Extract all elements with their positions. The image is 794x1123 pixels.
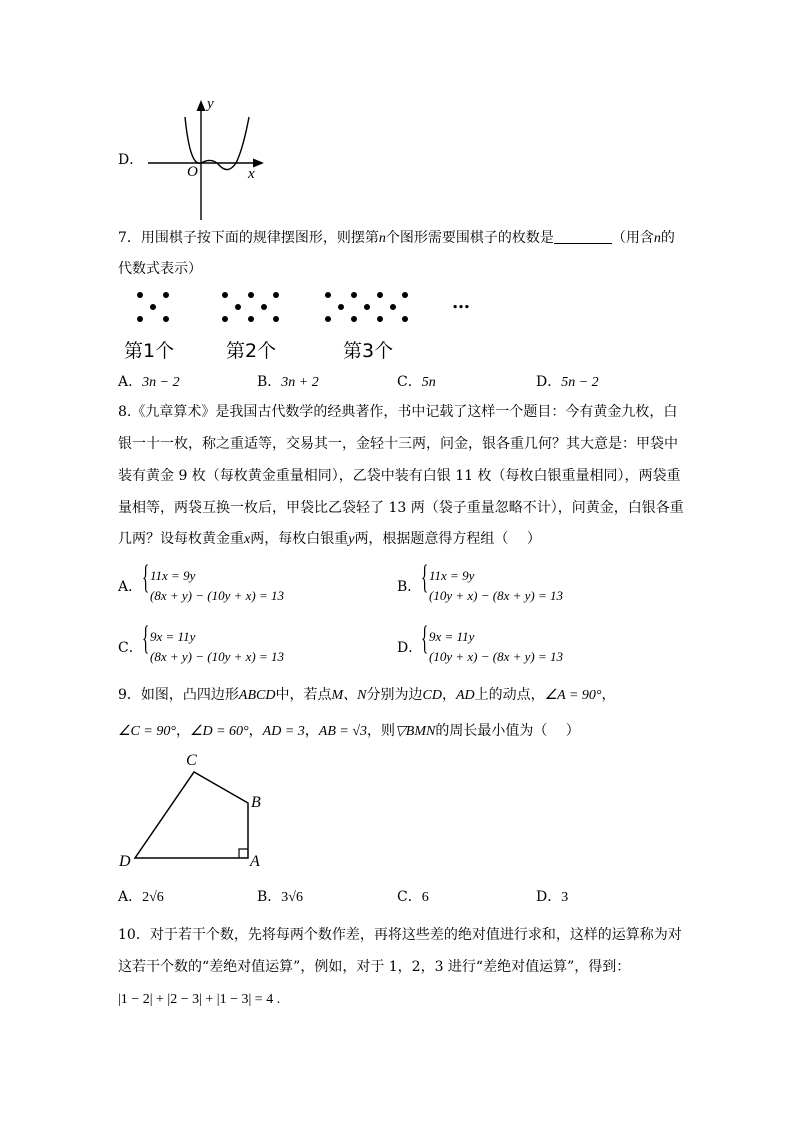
q9-text-e: ， [601,687,616,703]
q9-label-c: C [186,752,197,769]
q9-option-b-label: B． [257,889,282,905]
q9-quad: ABCD [238,688,276,703]
q8-stem-line1: 8.《九章算术》是我国古代数学的经典著作，书中记载了这样一个题目：今有黄金九枚，白 [118,404,678,420]
q7-option-d[interactable] [536,372,599,393]
q7-option-a[interactable] [118,372,180,393]
q9-angle-a: ∠A = 90° [544,688,602,703]
q9-text-f: ，则 [367,723,395,739]
parabola-curve [185,117,249,170]
q7-answer-blank[interactable] [554,229,612,244]
q8-option-d-eq1: 9x = 11y [429,629,475,644]
q7-ellipsis: … [452,292,470,313]
left-brace-icon: { [421,559,429,596]
q7-option-c[interactable] [397,372,436,393]
q7-caption-2: 第2个 [226,340,277,362]
q9-option-d[interactable] [536,887,568,908]
q8-option-d-label: D． [397,640,423,656]
q7-text-c: （用含 [611,230,654,246]
q7-option-b[interactable] [257,372,319,393]
q9-option-d-value: 3 [561,890,569,905]
q9-comma: ， [441,687,456,703]
q7-text-a: 7．用围棋子按下面的规律摆图形，则摆第 [118,230,379,246]
left-brace-icon: { [142,559,150,596]
q9-option-d-label: D． [536,889,562,905]
q8-stem-line3: 装有黄金 9 枚（每枚黄金重量相同），乙袋中装有白银 11 枚（每枚白银重量相同），两袋重 [118,468,681,484]
q8-option-a-eq1: 11x = 9y [150,568,196,583]
q9-sep1: ， [175,723,190,739]
q8-option-b-label: B． [397,579,422,595]
q10-formula: |1 − 2| + |2 − 3| + |1 − 3| = 4 . [118,992,281,1007]
q8-var-x: x [244,532,251,547]
q9-option-a-label: A． [118,889,143,905]
q9-side-ad: AD [455,688,475,703]
q7-option-d-value: 5n − 2 [561,375,599,390]
q9-triangle: ▽BMN [395,724,436,739]
q8-stem-line5 [118,529,541,550]
q9-side-cd: CD [422,688,442,703]
q8-option-c-eq2: (8x + y) − (10y + x) = 13 [150,649,284,664]
q10-stem-line1: 10．对于若干个数，先将每两个数作差，再将这些差的绝对值进行求和，这样的运算称为对 [118,927,682,943]
q7-option-c-label: C． [397,374,422,390]
q9-option-b-value: 3√6 [281,890,303,905]
q8-option-d-eq2: (10y + x) − (8x + y) = 13 [429,649,563,664]
q7-text-d: 的 [660,230,675,246]
q7-var-n1: n [378,231,386,246]
q8-option-b-eq2: (10y + x) − (8x + y) = 13 [429,588,563,603]
q8-text-a: 几两？设每枚黄金重 [118,531,244,547]
q9-option-a-value: 2√6 [142,890,164,905]
q9-angle-d: ∠D = 60° [189,724,249,739]
q7-option-b-label: B． [257,374,282,390]
q8-option-c[interactable] [118,620,368,667]
q8-option-b-eq1: 11x = 9y [429,568,475,583]
q9-ab-length: AB = √3 [318,724,367,739]
left-brace-icon: { [421,620,429,657]
q9-label-a: A [250,853,260,870]
q8-text-c: 两，根据题意得方程组（ ） [354,531,541,547]
q9-sep3: ， [304,723,319,739]
q7-caption-3: 第3个 [343,340,394,362]
q9-text-d: 上的动点， [474,687,545,703]
q9-option-a[interactable] [118,887,164,908]
q9-text-a: 9．如图，凸四边形 [118,687,239,703]
q9-sep2: ， [248,723,263,739]
q9-label-d: D [119,853,131,870]
q9-text-g: 的周长最小值为（ ） [435,723,580,739]
q7-option-b-value: 3n + 2 [281,375,319,390]
q9-stem-line1 [118,685,616,706]
q7-stem-line1 [118,228,675,249]
y-axis-arrow-icon [197,100,206,111]
q9-option-c[interactable] [397,887,429,908]
q10-stem-line2: 这若干个数的“差绝对值运算”，例如，对于 1，2，3 进行“差绝对值运算”，得到： [118,959,631,975]
left-brace-icon: { [142,620,150,657]
graph-x-label: x [248,166,255,182]
q9-angle-c: ∠C = 90° [118,724,176,739]
q9-option-c-value: 6 [421,890,429,905]
q9-text-b: 中，若点 [275,687,332,703]
q7-option-c-value: 5n [421,375,436,390]
quadrilateral-shape [135,772,248,858]
q8-option-c-label: C． [118,640,143,656]
q9-stem-line2 [118,721,580,742]
q8-var-y: y [348,532,355,547]
q8-text-b: 两，每枚白银重 [250,531,349,547]
q9-text-c: 分别为边 [366,687,423,703]
q7-option-d-label: D． [536,374,562,390]
right-angle-mark [239,849,248,858]
graph-origin-label: O [187,164,198,180]
q8-option-b[interactable] [397,559,647,606]
q9-label-b: B [251,794,261,811]
q7-text-b: 个图形需要围棋子的枚数是 [385,230,554,246]
q8-stem-line2: 银一十一枚，称之重适等，交易其一，金轻十三两，问金，银各重几何？其大意是：甲袋中 [118,436,678,452]
q7-caption-1: 第1个 [124,340,175,362]
q8-option-a[interactable] [118,559,368,606]
q7-option-a-value: 3n − 2 [142,375,180,390]
q8-stem-line4: 量相等，两袋互换一枚后，甲袋比乙袋轻了 13 两（袋子重量忽略不计），问黄金，白银各重 [118,500,684,516]
q9-option-b[interactable] [257,887,303,908]
q6-option-d-label: D． [118,152,144,168]
q8-option-c-eq1: 9x = 11y [150,629,196,644]
q7-option-a-label: A． [118,374,143,390]
q6-option-d-graph [140,95,270,225]
q9-option-c-label: C． [397,889,422,905]
q7-stem-line2: 代数式表示） [118,261,202,277]
q7-var-n2: n [653,231,661,246]
q8-option-d[interactable] [397,620,647,667]
graph-y-label: y [207,96,214,112]
q9-points: M、N [331,688,367,703]
q9-ad-length: AD = 3 [262,724,305,739]
q8-option-a-eq2: (8x + y) − (10y + x) = 13 [150,588,284,603]
q8-option-a-label: A． [118,579,143,595]
